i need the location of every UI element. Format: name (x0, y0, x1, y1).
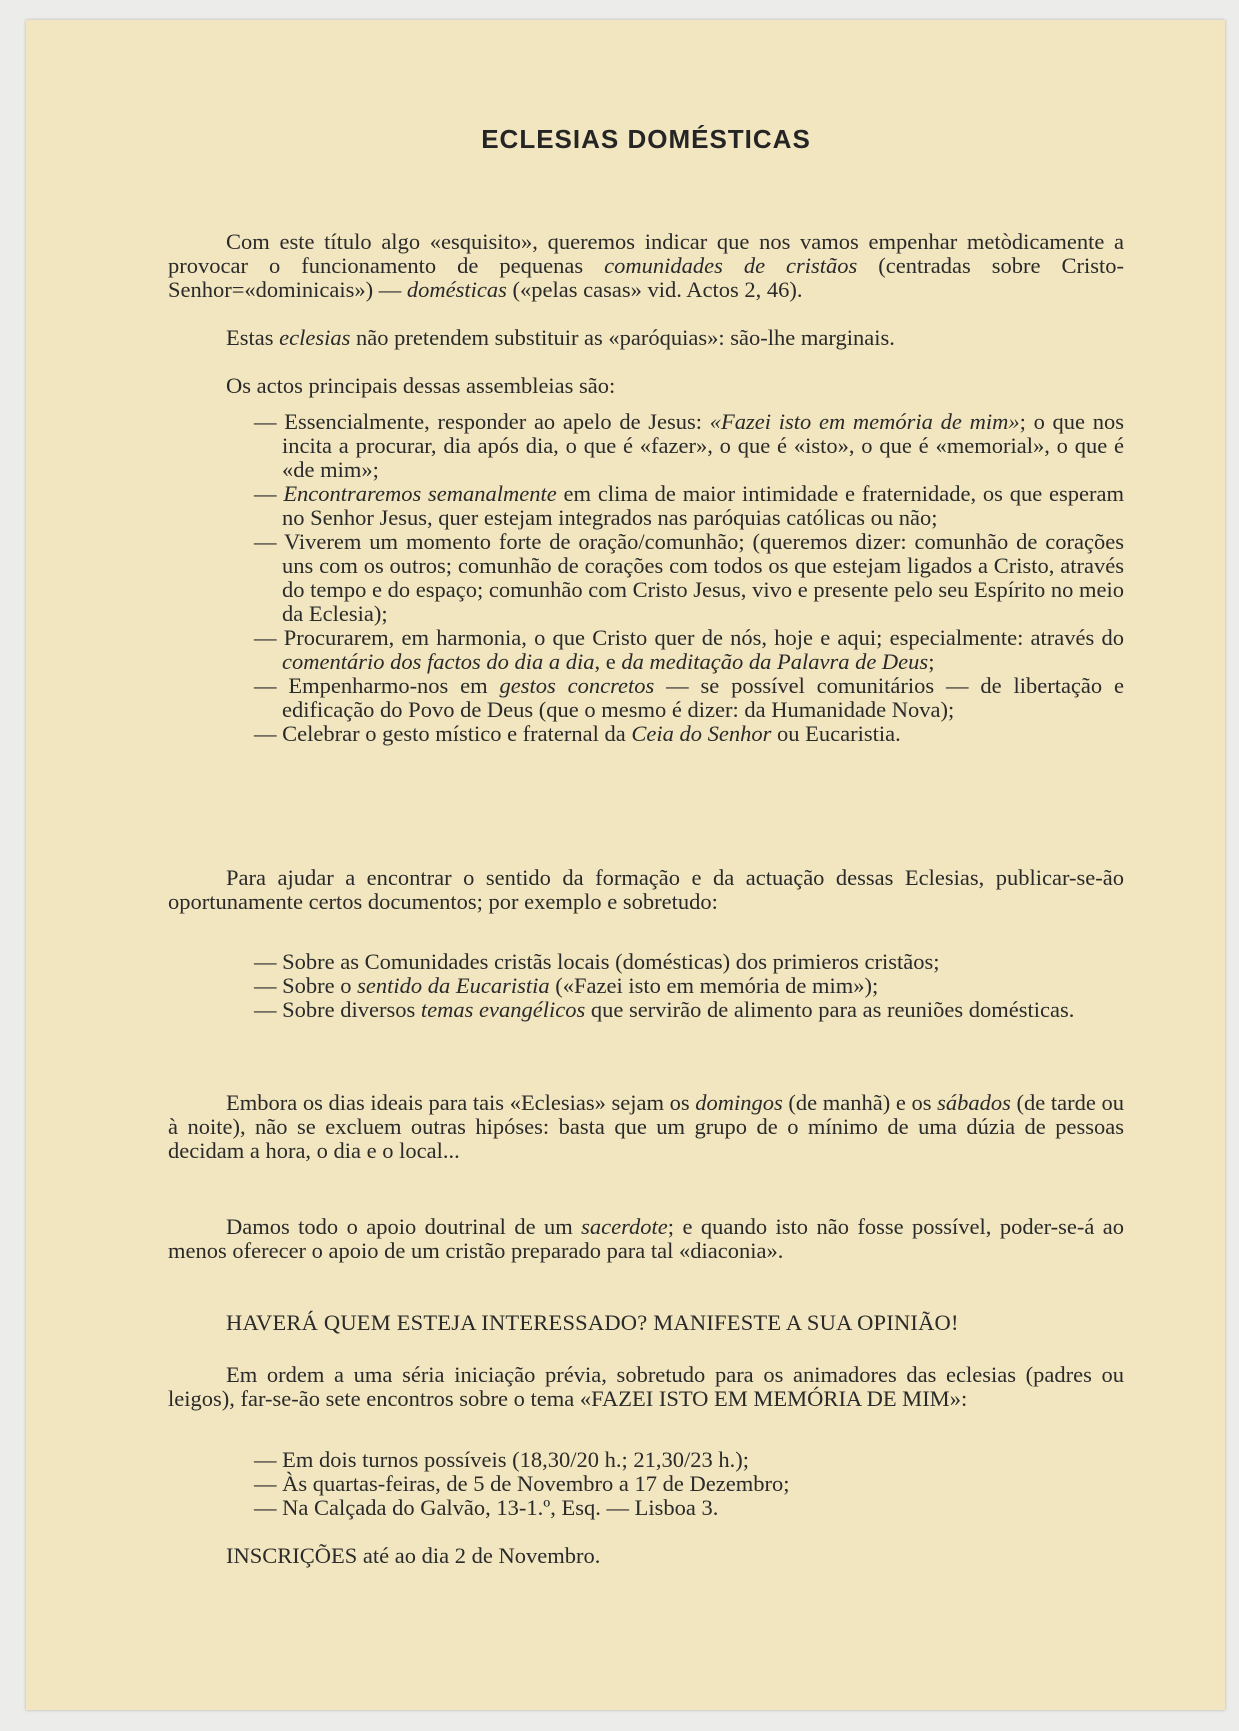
document-title: ECLESIAS DOMÉSTICAS (481, 124, 811, 154)
meetings-paragraph: Em ordem a uma séria iniciação prévia, sobretudo para os animadores das eclesias (padres ou leigos), far-se-ão sete encontros sobre o tema «FAZEI ISTO EM MEMÓRIA DE MIM»: (168, 1362, 1124, 1411)
days-paragraph: Embora os dias ideais para tais «Eclesias» sejam os domingos (de manhã) e os sábados (de tarde ou à noite), não se excluem outras hipóses: basta que um grupo de o mínimo de uma dúzia de pessoas decidam a hora, o dia e o local... (168, 1090, 1124, 1163)
list-item: — Procurarem, em harmonia, o que Cristo quer de nós, hoje e aqui; especialmente: através do comentário dos factos do dia a dia, e da meditação da Palavra de Deus; (254, 625, 1124, 674)
list-item: — Celebrar o gesto místico e fraternal da Ceia do Senhor ou Eucaristia. (254, 721, 901, 746)
list-item: — Encontraremos semanalmente em clima de maior intimidade e fraternidade, os que esperam no Senhor Jesus, quer estejam integrados nas paróquias católicas ou não; (254, 481, 1125, 530)
list-item: — Em dois turnos possíveis (18,30/20 h.; 21,30/23 h.); (254, 1447, 749, 1472)
acts-intro: Os actos principais dessas assembleias são: (226, 373, 616, 398)
meetings-list (254, 1448, 1124, 1520)
list-item: — Sobre diversos temas evangélicos que servirão de alimento para as reuniões domésticas. (254, 997, 1075, 1022)
docs-list (254, 950, 1124, 1022)
support-paragraph: Damos todo o apoio doutrinal de um sacerdote; e quando isto não fosse possível, poder-se-á ao menos oferecer o apoio de um cristão preparado para tal «diaconia». (168, 1214, 1124, 1263)
list-item: — Empenharmo-nos em gestos concretos — se possível comunitários — de libertação e edificação do Povo de Deus (que o mesmo é dizer: da Humanidade Nova); (254, 673, 1124, 722)
eclesias-paragraph: Estas eclesias não pretendem substituir as «paróquias»: são-lhe marginais. (226, 325, 895, 350)
help-paragraph: Para ajudar a encontrar o sentido da formação e da actuação dessas Eclesias, publicar-se-ão oportunamente certos documentos; por exemplo e sobretudo: (168, 865, 1124, 914)
list-item: — Sobre o sentido da Eucaristia («Fazei isto em memória de mim»); (254, 973, 879, 998)
list-item: — Essencialmente, responder ao apelo de Jesus: «Fazei isto em memória de mim»; o que nos incita a procurar, dia após dia, o que é «fazer», o que é «isto», o que é «memorial», o que é «de mim»; (254, 409, 1124, 482)
list-item: — Viverem um momento forte de oração/comunhão; (queremos dizer: comunhão de corações uns com os outros; comunhão de corações com todos os que estejam ligados a Cristo, através do tempo e do espaço; comunhão com Cristo Jesus, vivo e presente pelo seu Espírito no meio da Eclesia); (254, 529, 1124, 626)
inscricoes-line: INSCRIÇÕES até ao dia 2 de Novembro. (226, 1543, 601, 1568)
document-page (26, 20, 1225, 1710)
intro-paragraph: Com este título algo «esquisito», queremos indicar que nos vamos empenhar metòdicamente a provocar o funcionamento de pequenas comunidades de cristãos (centradas sobre Cristo-Senhor=«dominicais») — domésticas («pelas casas» vid. Actos 2, 46). (168, 229, 1124, 302)
list-item: — Às quartas-feiras, de 5 de Novembro a 17 de Dezembro; (254, 1471, 790, 1496)
list-item: — Sobre as Comunidades cristãs locais (domésticas) dos primieros cristãos; (254, 949, 940, 974)
acts-list (254, 410, 1124, 746)
list-item: — Na Calçada do Galvão, 13-1.º, Esq. — Lisboa 3. (254, 1495, 719, 1520)
question-line: HAVERÁ QUEM ESTEJA INTERESSADO? MANIFESTE A SUA OPINIÃO! (226, 1310, 959, 1335)
